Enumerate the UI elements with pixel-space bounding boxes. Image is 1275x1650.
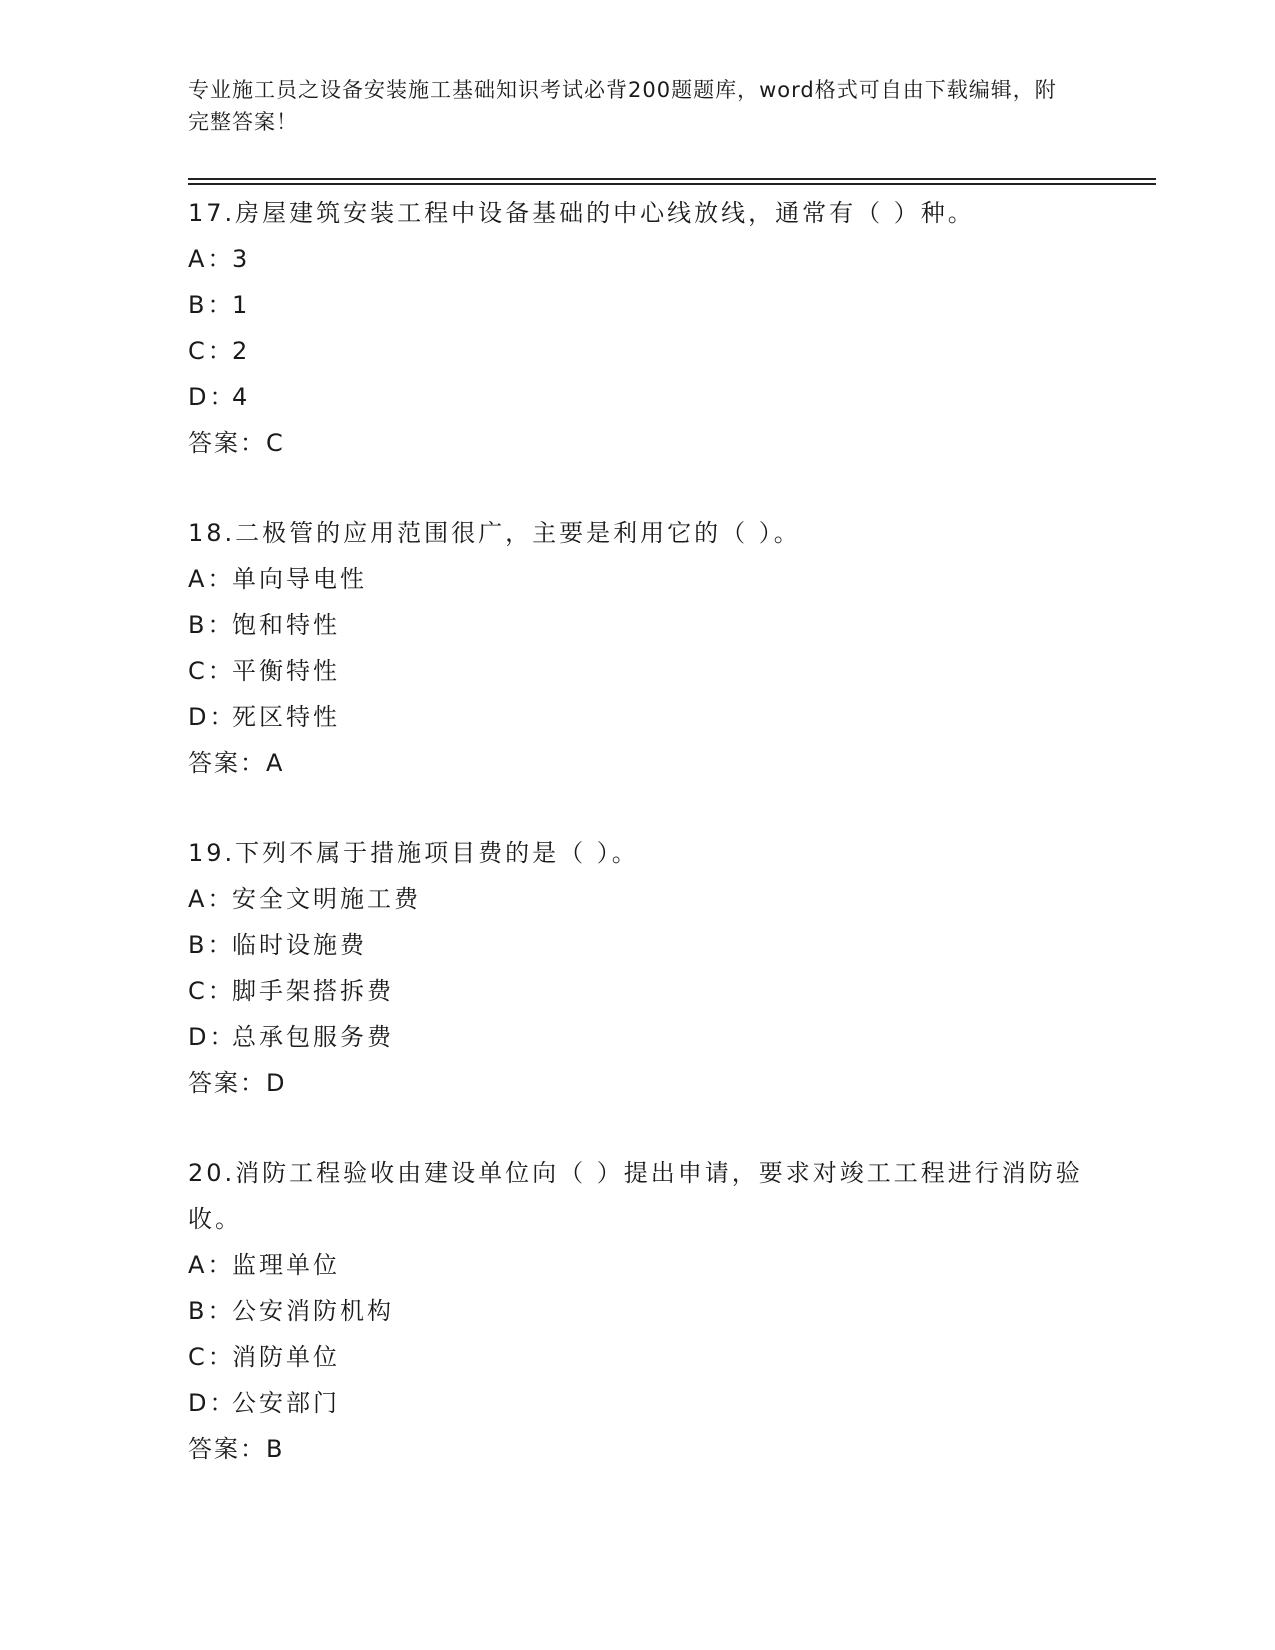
option-text: 2 xyxy=(232,337,251,365)
option-d xyxy=(188,374,1088,420)
option-a xyxy=(188,876,1088,922)
option-letter: D： xyxy=(188,1023,237,1051)
option-letter: C： xyxy=(188,337,235,365)
option-text: 单向导电性 xyxy=(232,565,367,593)
option-a xyxy=(188,236,1088,282)
option-letter: B： xyxy=(188,611,235,639)
answer-line: 答案：B xyxy=(188,1435,285,1463)
option-letter: A： xyxy=(188,1251,235,1279)
question-stem: 19.下列不属于措施项目费的是（ ）。 xyxy=(188,839,639,867)
option-text: 1 xyxy=(232,291,251,319)
option-text: 安全文明施工费 xyxy=(232,885,421,913)
option-c xyxy=(188,968,1088,1014)
option-b xyxy=(188,282,1088,328)
option-letter: B： xyxy=(188,291,235,319)
option-d xyxy=(188,1380,1088,1426)
question-stem: 20.消防工程验收由建设单位向（ ）提出申请，要求对竣工工程进行消防验收。 xyxy=(188,1159,1083,1233)
option-letter: A： xyxy=(188,885,235,913)
option-c xyxy=(188,648,1088,694)
option-text: 公安部门 xyxy=(232,1389,340,1417)
option-d xyxy=(188,694,1088,740)
option-text: 饱和特性 xyxy=(232,611,340,639)
option-text: 监理单位 xyxy=(232,1251,340,1279)
question-17 xyxy=(188,190,1088,466)
option-text: 死区特性 xyxy=(232,703,340,731)
question-18 xyxy=(188,510,1088,786)
option-letter: C： xyxy=(188,657,235,685)
option-letter: D： xyxy=(188,1389,237,1417)
option-letter: B： xyxy=(188,931,235,959)
option-b xyxy=(188,602,1088,648)
question-19 xyxy=(188,830,1088,1106)
option-letter: D： xyxy=(188,703,237,731)
option-text: 总承包服务费 xyxy=(232,1023,394,1051)
option-text: 临时设施费 xyxy=(232,931,367,959)
option-text: 平衡特性 xyxy=(232,657,340,685)
option-letter: B： xyxy=(188,1297,235,1325)
header-divider-top xyxy=(188,178,1156,180)
option-letter: C： xyxy=(188,977,235,1005)
option-text: 3 xyxy=(232,245,251,273)
question-stem: 17.房屋建筑安装工程中设备基础的中心线放线，通常有（ ）种。 xyxy=(188,199,975,227)
option-letter: D： xyxy=(188,383,237,411)
option-text: 消防单位 xyxy=(232,1343,340,1371)
option-d xyxy=(188,1014,1088,1060)
option-b xyxy=(188,922,1088,968)
option-a xyxy=(188,1242,1088,1288)
option-text: 公安消防机构 xyxy=(232,1297,394,1325)
option-letter: A： xyxy=(188,245,235,273)
document-header: 专业施工员之设备安装施工基础知识考试必背200题题库，word格式可自由下载编辑，附完整答案！ xyxy=(188,78,1057,134)
option-b xyxy=(188,1288,1088,1334)
question-stem: 18.二极管的应用范围很广，主要是利用它的（ ）。 xyxy=(188,519,801,547)
answer-line: 答案：D xyxy=(188,1069,287,1097)
answer-line: 答案：C xyxy=(188,429,285,457)
option-text: 4 xyxy=(232,383,251,411)
option-c xyxy=(188,328,1088,374)
question-20 xyxy=(188,1150,1088,1472)
option-text: 脚手架搭拆费 xyxy=(232,977,394,1005)
header-divider-bottom xyxy=(188,183,1156,185)
option-c xyxy=(188,1334,1088,1380)
answer-line: 答案：A xyxy=(188,749,285,777)
option-letter: A： xyxy=(188,565,235,593)
option-letter: C： xyxy=(188,1343,235,1371)
option-a xyxy=(188,556,1088,602)
